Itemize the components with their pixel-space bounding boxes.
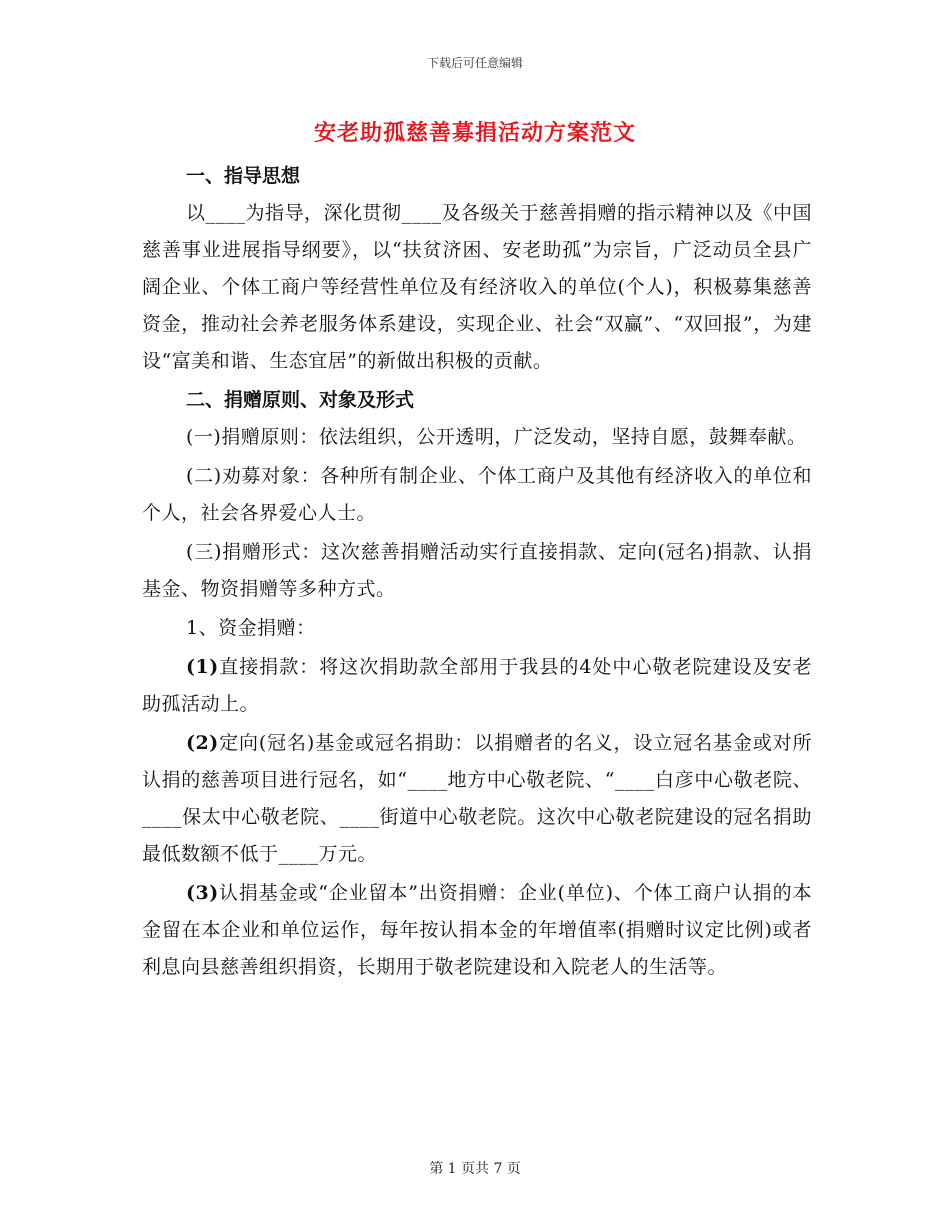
section-heading-principles: 二、捐赠原则、对象及形式 — [186, 389, 415, 411]
list-item-named-fund — [142, 725, 812, 873]
page-footer: 第 1 页共 7 页 — [429, 1161, 521, 1177]
item-number: (2) — [186, 732, 219, 754]
paragraph-guiding-thought: 以____为指导，深化贯彻____及各级关于慈善捐赠的指示精神以及《中国慈善事业进展指导纲要》，以“扶贫济困、安老助孤”为宗旨，广泛动员全县广阔企业、个体工商户等经营性单位及有经济收入的单位(个人)，积极募集慈善资金，推动社会养老服务体系建设，实现企业、社会“双赢”、“双回报”，为建设“富美和谐、生态宜居”的新做出积极的贡献。 — [142, 202, 813, 372]
item-number: (1) — [186, 656, 219, 678]
subheading-fund-donation: 1、资金捐赠： — [186, 617, 316, 639]
paragraph-principles: (一)捐赠原则：依法组织，公开透明，广泛发动，坚持自愿，鼓舞奉献。 — [186, 426, 807, 448]
list-item-subscribed-fund — [142, 875, 812, 986]
document-body — [142, 158, 812, 986]
list-item-direct-donation — [142, 649, 812, 723]
document-title: 安老助孤慈善募捐活动方案范文 — [313, 120, 636, 146]
item-text: 直接捐款：将这次捐助款全部用于我县的4处中心敬老院建设及安老助孤活动上。 — [142, 656, 812, 715]
section-heading-guiding-thought: 一、指导思想 — [186, 165, 301, 187]
item-number: (3) — [186, 882, 219, 904]
header-note: 下载后可任意编辑 — [426, 56, 523, 70]
item-text: 认捐基金或“企业留本”出资捐赠：企业(单位)、个体工商户认捐的本金留在本企业和单位运作，每年按认捐本金的年增值率(捐赠时议定比例)或者利息向县慈善组织捐资，长期用于敬老院建设和入院老人的生活等。 — [142, 882, 812, 978]
item-text: 定向(冠名)基金或冠名捐助：以捐赠者的名义，设立冠名基金或对所认捐的慈善项目进行冠名，如“____地方中心敬老院、“____白彦中心敬老院、____保太中心敬老院、____街道中心敬老院。这次中心敬老院建设的冠名捐助最低数额不低于____万元。 — [142, 732, 812, 865]
paragraph-targets: (二)劝募对象：各种所有制企业、个体工商户及其他有经济收入的单位和个人，社会各界爱心人士。 — [142, 465, 812, 524]
paragraph-forms: (三)捐赠形式：这次慈善捐赠活动实行直接捐款、定向(冠名)捐款、认捐基金、物资捐赠等多种方式。 — [142, 541, 812, 600]
